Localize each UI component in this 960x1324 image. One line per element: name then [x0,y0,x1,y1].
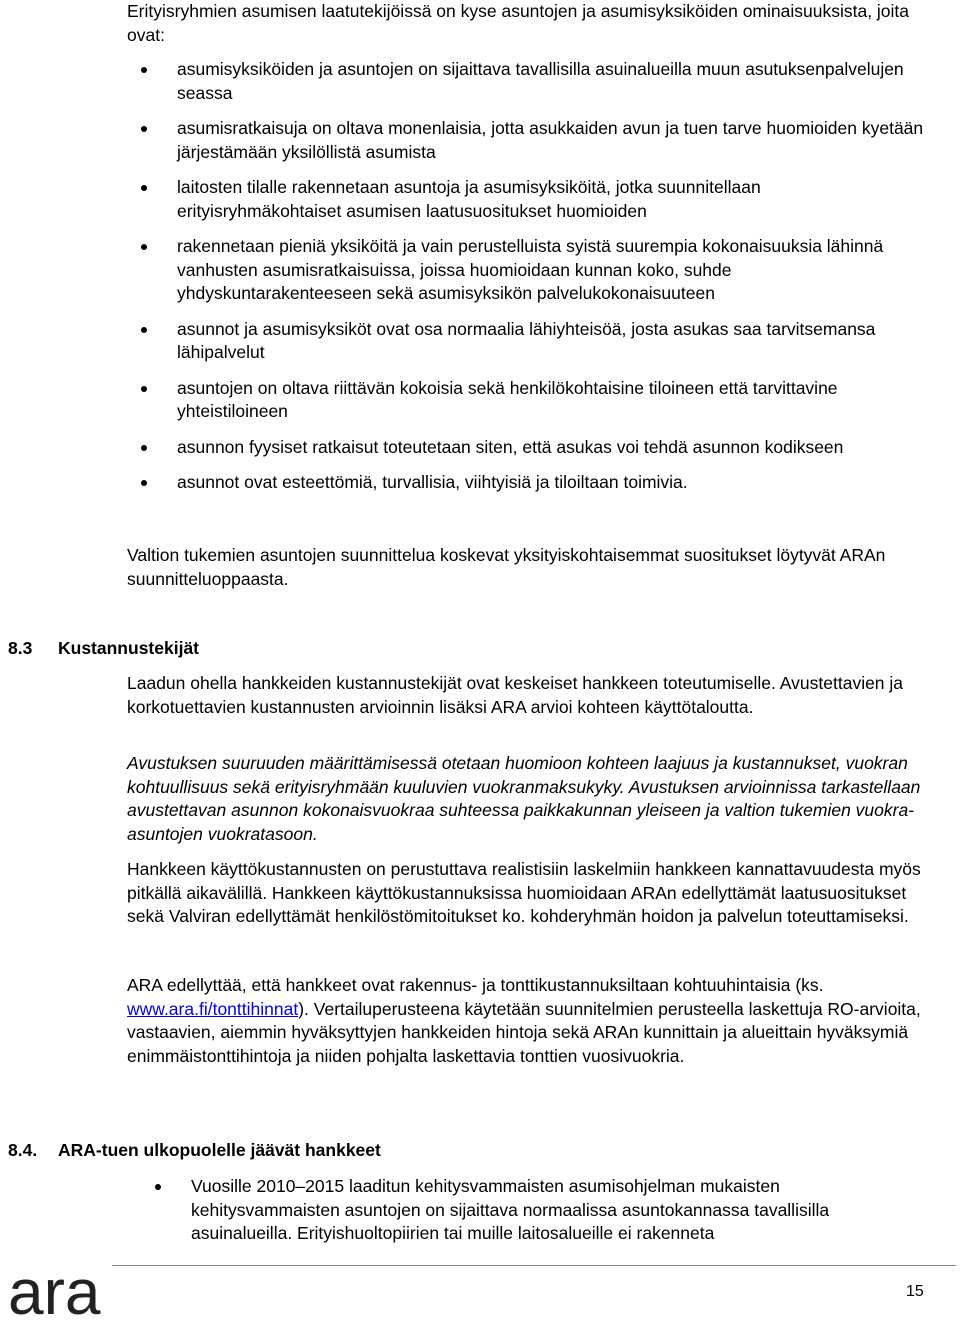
bullet-icon [141,480,147,486]
intro-paragraph: Erityisryhmien asumisen laatutekijöissä on kyse asuntojen ja asumisyksiköiden ominaisuuksista, joita ovat: [127,1,910,45]
reasonable-price-paragraph: ARA edellyttää, että hankkeet ovat rakennus- ja tonttikustannuksiltaan kohtuuhintaisia (ks. www.ara.fi/tonttihinnat). Vertailuperusteena käytetään suunnitelmien perusteella laskettuja RO-arvioita, vastaavien, aiemmin hyväksyttyjen hankkeiden hintoja sekä ARAn kunnittain ja alueittain hyväksymiä enimmäistonttihintoja ja niiden pohjalta laskettavia tonttien vuosivuokria. [127,975,921,1066]
quality-factors-list [127,58,927,495]
section-number: 8.4. [8,1140,38,1160]
list-item: asuntojen on oltava riittävän kokoisia sekä henkilökohtaisine tiloineen että tarvittavine yhteistiloineen [127,377,927,424]
tonttihinnat-link[interactable]: www.ara.fi/tonttihinnat [127,998,299,1019]
bullet-icon [141,126,147,132]
list-item: asunnot ja asumisyksiköt ovat osa normaalia lähiyhteisöä, josta asukas saa tarvitsemansa lähipalvelut [127,318,927,365]
ara-logo [6,1260,116,1320]
list-item: asunnot ovat esteettömiä, turvallisia, viihtyisiä ja tiloiltaan toimivia. [127,471,927,495]
grant-paragraph: Avustuksen suuruuden määrittämisessä otetaan huomioon kohteen laajuus ja kustannukset, vuokran kohtuullisuus sekä erityisryhmään kuuluvien vuokranmaksukyky. Avustuksen arvioinnissa tarkastellaan avustettavan asunnon kokonaisvuokraa suhteessa paikkakunnan yleiseen ja valtion tukemien vuokra-asuntojen vuokratasoon. [127,753,921,844]
section-number: 8.3 [8,638,33,658]
list-item: asunnon fyysiset ratkaisut toteutetaan siten, että asukas voi tehdä asunnon kodikseen [127,436,927,460]
bullet-icon [141,327,147,333]
guide-reference-paragraph: Valtion tukemien asuntojen suunnittelua koskevat yksityiskohtaisemmat suositukset löytyvät ARAn suunnitteluoppaasta. [127,545,886,589]
excluded-projects-list [141,1175,921,1246]
bullet-icon [141,244,147,250]
list-item: Vuosille 2010–2015 laaditun kehitysvammaisten asumisohjelman mukaisten kehitysvammaisten asuntojen on sijaittava normaalissa asuntokannassa tavallisilla asuinalueilla. Erityishuoltopiirien tai muille laitosalueille ei rakenneta [141,1175,921,1246]
list-item: asumisratkaisuja on oltava monenlaisia, jotta asukkaiden avun ja tuen tarve huomioiden kyetään järjestämään yksilöllistä asumista [127,117,927,164]
page-number: 15 [906,1283,924,1300]
section-title: ARA-tuen ulkopuolelle jäävät hankkeet [58,1140,381,1160]
bullet-icon [141,67,147,73]
list-item: laitosten tilalle rakennetaan asuntoja ja asumisyksiköitä, jotka suunnitellaan erityisryhmäkohtaiset asumisen laatusuositukset huomioiden [127,176,927,223]
list-item: rakennetaan pieniä yksiköitä ja vain perustelluista syistä suurempia kokonaisuuksia lähinnä vanhusten asumisratkaisuissa, joissa huomioidaan kunnan koko, suhde yhdyskuntarakenteeseen sekä asumisyksikön palvelukokonaisuuteen [127,235,927,306]
ara-logo-text: ara [8,1260,101,1320]
cost-factors-paragraph: Laadun ohella hankkeiden kustannustekijät ovat keskeiset hankkeen toteutumiselle. Avustettavien ja korkotuettavien kustannusten arvioinnin lisäksi ARA arvioi kohteen käyttötaloutta. [127,673,904,717]
footer-divider [112,1265,956,1266]
section-title: Kustannustekijät [58,638,199,658]
bullet-icon [141,185,147,191]
bullet-icon [141,386,147,392]
operating-costs-paragraph: Hankkeen käyttökustannusten on perustuttava realistisiin laskelmiin hankkeen kannattavuudesta myös pitkällä aikavälillä. Hankkeen käyttökustannuksissa huomioidaan ARAn edellyttämät laatusuositukset sekä Valviran edellyttämät henkilöstömitoitukset ko. kohderyhmän hoidon ja palvelun toteuttamiseksi. [127,859,921,926]
bullet-icon [155,1184,161,1190]
bullet-icon [141,445,147,451]
list-item: asumisyksiköiden ja asuntojen on sijaittava tavallisilla asuinalueilla muun asutuksenpalvelujen seassa [127,58,927,105]
